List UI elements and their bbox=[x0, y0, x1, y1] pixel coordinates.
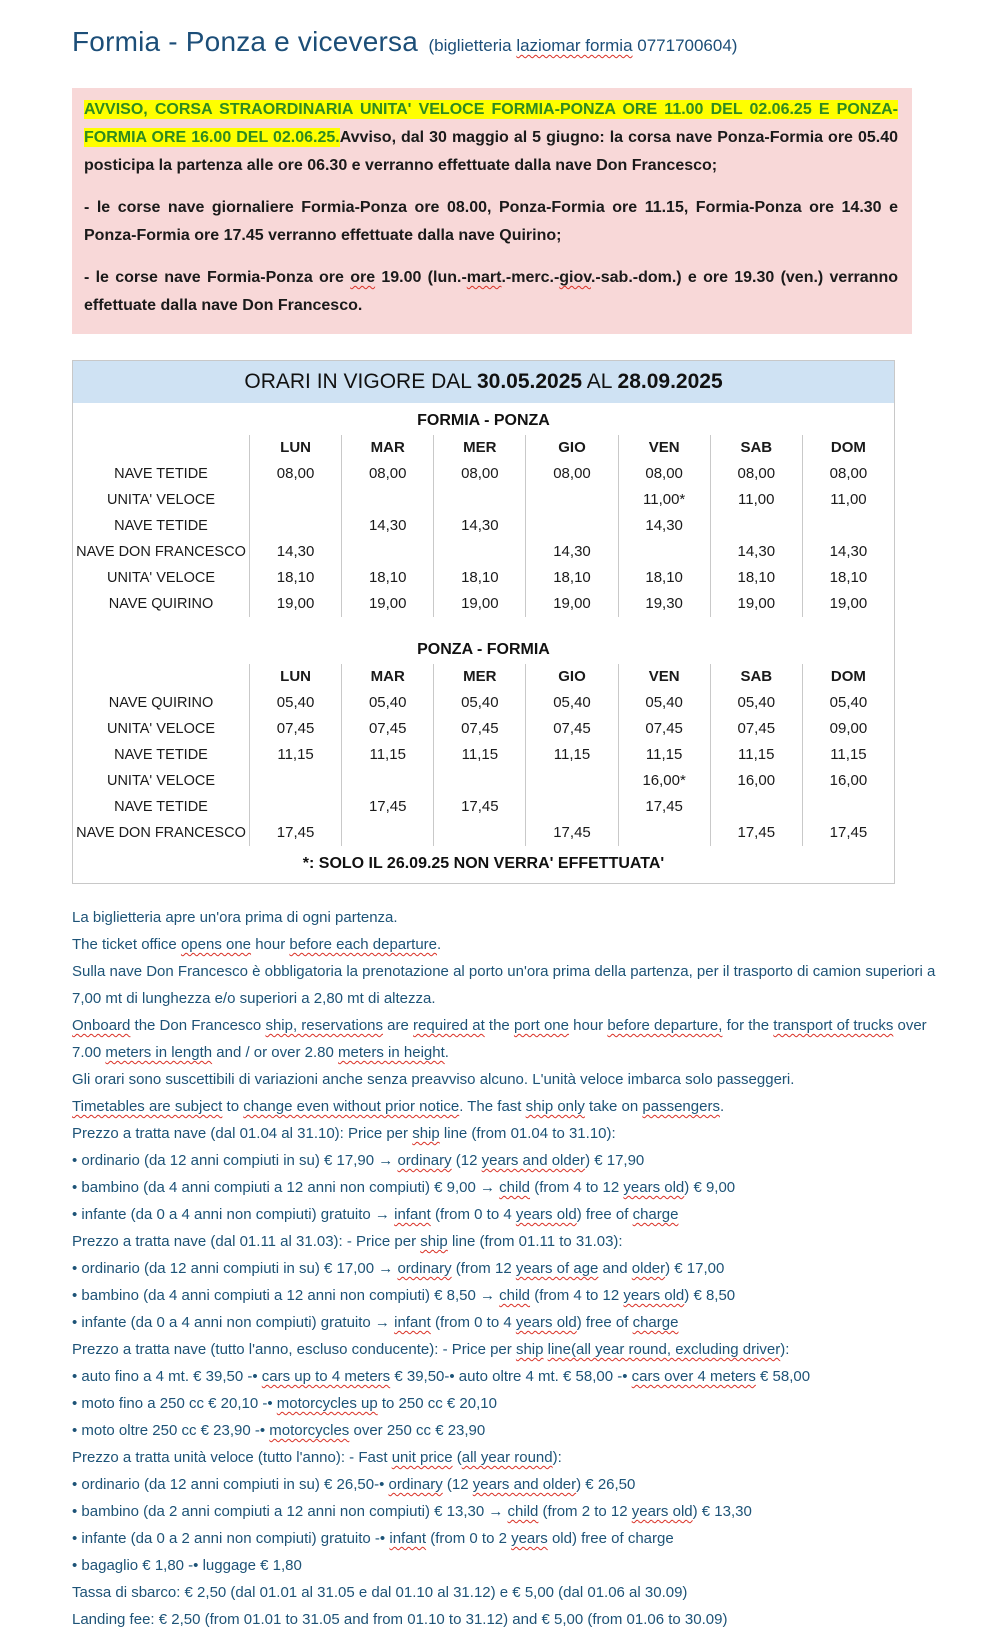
time-cell: 08,00 bbox=[341, 461, 433, 487]
misspelled-text: infant bbox=[389, 1530, 427, 1547]
ship-name-cell: UNITA' VELOCE bbox=[106, 492, 216, 508]
time-cell: 08,00 bbox=[618, 461, 710, 487]
time-cell bbox=[433, 768, 525, 794]
time-cell bbox=[249, 487, 341, 513]
text-segment: the Don Francesco bbox=[130, 1017, 266, 1034]
text-segment: . bbox=[437, 936, 442, 953]
text-segment: the bbox=[484, 1017, 514, 1034]
time-cell: 11,00 bbox=[710, 487, 802, 513]
note-line bbox=[72, 1120, 956, 1147]
note-line bbox=[72, 1282, 956, 1309]
time-cell: 14,30 bbox=[618, 513, 710, 539]
time-cell bbox=[433, 820, 525, 846]
text-segment: € 58,00 bbox=[755, 1368, 811, 1385]
text-segment: • auto fino a 4 mt. € 39,50 -• bbox=[72, 1368, 262, 1385]
text-segment: The ticket office bbox=[72, 936, 181, 953]
time-cell bbox=[802, 513, 894, 539]
text-segment: ): bbox=[552, 1449, 562, 1466]
misspelled-text: ordinary bbox=[397, 1152, 452, 1169]
time-cell: 11,15 bbox=[341, 742, 433, 768]
timetable-grid-formia-ponza bbox=[73, 435, 894, 617]
text-segment: Prezzo a tratta nave (tutto l'anno, escluso conducente): - Price per bbox=[72, 1341, 516, 1358]
text-segment: • moto oltre 250 cc € 23,90 -• bbox=[72, 1422, 270, 1439]
text-segment: (from 4 to 12 bbox=[530, 1287, 624, 1304]
misspelled-text: ship, reservations bbox=[265, 1017, 384, 1034]
ship-name-cell: NAVE DON FRANCESCO bbox=[76, 825, 246, 841]
note-line bbox=[72, 1579, 956, 1606]
time-cell bbox=[525, 513, 617, 539]
section-title-ponza-formia: PONZA - FORMIA bbox=[417, 641, 550, 658]
misspelled-text: ship only bbox=[525, 1098, 585, 1115]
day-header-cell: GIO bbox=[525, 435, 617, 461]
text-segment: . bbox=[719, 1098, 725, 1115]
day-header-cell: DOM bbox=[802, 664, 894, 690]
time-cell: 11,15 bbox=[710, 742, 802, 768]
text-segment: € 39,50-• auto oltre 4 mt. € 58,00 -• bbox=[390, 1368, 632, 1385]
note-line bbox=[72, 1363, 956, 1390]
text-segment: 19.00 (lun.- bbox=[375, 269, 467, 286]
notice-paragraph-1-rest: Avviso, dal 30 maggio al 5 giugno: la corsa nave Ponza-Formia ore 05.40 posticipa la partenza alle ore 06.30 e verranno effettuate dalla nave Don Francesco; bbox=[84, 129, 898, 174]
time-cell: 19,00 bbox=[710, 591, 802, 617]
misspelled-text: child bbox=[507, 1503, 539, 1520]
text-segment: • infante (da 0 a 4 anni non compiuti) gratuito → bbox=[72, 1206, 395, 1223]
time-cell: 18,10 bbox=[525, 565, 617, 591]
text-segment: ) € 26,50 bbox=[576, 1476, 636, 1493]
misspelled-text: before each departure bbox=[289, 936, 437, 953]
time-cell: 11,15 bbox=[525, 742, 617, 768]
text-segment: line (from 01.11 to 31.03): bbox=[447, 1233, 623, 1250]
text-segment: over 250 cc € 23,90 bbox=[349, 1422, 486, 1439]
misspelled-text: years old bbox=[515, 1206, 577, 1223]
time-cell bbox=[618, 820, 710, 846]
time-cell: 08,00 bbox=[525, 461, 617, 487]
misspelled-text: years old bbox=[623, 1179, 685, 1196]
time-cell: 07,45 bbox=[433, 716, 525, 742]
text-segment: - le corse nave Formia-Ponza ore bbox=[84, 269, 351, 286]
text-segment: • bambino (da 4 anni compiuti a 12 anni non compiuti) € 9,00 → bbox=[72, 1179, 500, 1196]
timetable-grid-ponza-formia bbox=[73, 664, 894, 846]
time-cell: 19,00 bbox=[525, 591, 617, 617]
misspelled-text: all year round bbox=[461, 1449, 553, 1466]
time-cell bbox=[710, 794, 802, 820]
misspelled-text: passengers bbox=[642, 1098, 720, 1115]
time-cell bbox=[249, 794, 341, 820]
text-segment: ) € 8,50 bbox=[684, 1287, 736, 1304]
misspelled-text: cars up to 4 meters bbox=[261, 1368, 391, 1385]
misspelled-text: ship bbox=[420, 1233, 448, 1250]
corner-cell bbox=[73, 664, 249, 690]
ship-name-cell: NAVE TETIDE bbox=[114, 747, 208, 763]
time-cell: 11,15 bbox=[433, 742, 525, 768]
note-line bbox=[72, 1309, 956, 1336]
note-line bbox=[72, 1174, 956, 1201]
day-header-cell: SAB bbox=[710, 664, 802, 690]
time-cell: 17,45 bbox=[341, 794, 433, 820]
text-segment: Landing fee: € 2,50 (from 01.01 to 31.05 and from 01.10 to 31.12) and € 5,00 (from 01.06 to 30.09) bbox=[72, 1611, 728, 1628]
text-segment: ) free of bbox=[576, 1314, 633, 1331]
text-segment: line (from 01.04 to 31.10): bbox=[439, 1125, 616, 1142]
text-segment: to 250 cc € 20,10 bbox=[377, 1395, 497, 1412]
period-date: 30.05.2025 bbox=[476, 370, 583, 393]
text-segment: take on bbox=[584, 1098, 643, 1115]
misspelled-text: Timetables are subject bbox=[72, 1098, 223, 1115]
misspelled-text: giov bbox=[559, 269, 591, 286]
time-cell bbox=[249, 513, 341, 539]
misspelled-text: meters in height bbox=[338, 1044, 445, 1061]
ship-name-cell: NAVE QUIRINO bbox=[108, 596, 214, 612]
time-cell: 16,00* bbox=[618, 768, 710, 794]
time-cell: 17,45 bbox=[249, 820, 341, 846]
text-segment: • ordinario (da 12 anni compiuti in su) € 17,90 → bbox=[72, 1152, 398, 1169]
text-segment: • bambino (da 4 anni compiuti a 12 anni non compiuti) € 8,50 → bbox=[72, 1287, 500, 1304]
misspelled-text: cars over 4 meters bbox=[631, 1368, 756, 1385]
time-cell bbox=[341, 820, 433, 846]
time-cell: 14,30 bbox=[525, 539, 617, 565]
misspelled-text: years and older bbox=[472, 1476, 577, 1493]
text-segment: La biglietteria apre un'ora prima di ogni partenza. bbox=[72, 909, 398, 926]
note-line bbox=[72, 1606, 956, 1633]
note-line bbox=[72, 1147, 956, 1174]
notice-banner bbox=[72, 88, 912, 334]
time-cell bbox=[525, 794, 617, 820]
misspelled-text: mart bbox=[466, 269, 502, 286]
time-cell bbox=[802, 794, 894, 820]
time-cell bbox=[525, 487, 617, 513]
ship-name-cell: UNITA' VELOCE bbox=[106, 721, 216, 737]
text-segment: (from 0 to 4 bbox=[430, 1314, 516, 1331]
note-line bbox=[72, 1471, 956, 1498]
day-header-cell: MAR bbox=[341, 435, 433, 461]
time-cell: 18,10 bbox=[710, 565, 802, 591]
misspelled-text: motorcycles bbox=[269, 1422, 350, 1439]
text-segment: 0771700604) bbox=[632, 36, 738, 55]
time-cell: 19,00 bbox=[249, 591, 341, 617]
timetable bbox=[72, 360, 895, 884]
note-line bbox=[72, 1390, 956, 1417]
ship-name-cell: UNITA' VELOCE bbox=[106, 773, 216, 789]
time-cell: 11,00 bbox=[802, 487, 894, 513]
note-line bbox=[72, 1093, 956, 1120]
time-cell: 07,45 bbox=[525, 716, 617, 742]
text-segment: (biglietteria bbox=[428, 36, 517, 55]
text-segment: . bbox=[444, 1044, 449, 1061]
page-header bbox=[72, 26, 998, 58]
section-title-formia-ponza: FORMIA - PONZA bbox=[417, 412, 550, 429]
misspelled-text: laziomar formia bbox=[516, 36, 633, 55]
time-cell: 07,45 bbox=[249, 716, 341, 742]
misspelled-text: opens one bbox=[180, 936, 252, 953]
text-segment: • ordinario (da 12 anni compiuti in su) € 26,50-• bbox=[72, 1476, 389, 1493]
note-line bbox=[72, 1525, 956, 1552]
text-segment: Gli orari sono suscettibili di variazioni anche senza preavviso alcuno. L'unità veloce imbarca solo passeggeri. bbox=[72, 1071, 795, 1088]
misspelled-text: transport of trucks bbox=[773, 1017, 894, 1034]
text-segment: old) free of charge bbox=[547, 1530, 674, 1547]
notice-highlight: AVVISO, CORSA STRAORDINARIA UNITA' VELOCE FORMIA-PONZA ORE 11.00 DEL 02.06.25 E PONZA-FORMIA ORE 16.00 DEL 02.06.25. bbox=[84, 101, 898, 146]
time-cell bbox=[618, 539, 710, 565]
note-line bbox=[72, 1255, 956, 1282]
misspelled-text: years old bbox=[515, 1314, 577, 1331]
misspelled-text: infant bbox=[394, 1206, 431, 1223]
misspelled-text: before departure, bbox=[607, 1017, 723, 1034]
time-cell: 14,30 bbox=[802, 539, 894, 565]
text-segment: • infante (da 0 a 2 anni non compiuti) gratuito -• bbox=[72, 1530, 390, 1547]
time-cell bbox=[341, 539, 433, 565]
text-segment: • moto fino a 250 cc € 20,10 -• bbox=[72, 1395, 277, 1412]
time-cell bbox=[525, 768, 617, 794]
day-header-cell: MAR bbox=[341, 664, 433, 690]
day-header-cell: DOM bbox=[802, 435, 894, 461]
text-segment: for the bbox=[722, 1017, 774, 1034]
text-segment: • infante (da 0 a 4 anni non compiuti) gratuito → bbox=[72, 1314, 395, 1331]
day-header-cell: LUN bbox=[249, 664, 341, 690]
misspelled-text: infant bbox=[394, 1314, 431, 1331]
time-cell: 14,30 bbox=[249, 539, 341, 565]
text-segment: • bagaglio € 1,80 -• luggage € 1,80 bbox=[72, 1557, 302, 1574]
time-cell: 11,00* bbox=[618, 487, 710, 513]
time-cell bbox=[710, 513, 802, 539]
misspelled-text: meters in length bbox=[105, 1044, 213, 1061]
time-cell: 17,45 bbox=[618, 794, 710, 820]
text-segment: • ordinario (da 12 anni compiuti in su) € 17,00 → bbox=[72, 1260, 398, 1277]
note-line bbox=[72, 1444, 956, 1471]
ship-name-cell: NAVE TETIDE bbox=[114, 799, 208, 815]
time-cell: 05,40 bbox=[618, 690, 710, 716]
misspelled-text: years and older bbox=[481, 1152, 586, 1169]
note-line bbox=[72, 958, 956, 1012]
misspelled-text: child bbox=[499, 1179, 531, 1196]
time-cell: 16,00 bbox=[710, 768, 802, 794]
time-cell: 05,40 bbox=[710, 690, 802, 716]
notice-paragraph-3 bbox=[84, 264, 898, 320]
misspelled-text: ordinary bbox=[388, 1476, 443, 1493]
time-cell: 09,00 bbox=[802, 716, 894, 742]
period-text: ORARI IN VIGORE DAL bbox=[244, 370, 477, 393]
text-segment: (from 2 to 12 bbox=[538, 1503, 632, 1520]
time-cell: 07,45 bbox=[710, 716, 802, 742]
notice-paragraph-2: - le corse nave giornaliere Formia-Ponza ore 08.00, Ponza-Formia ore 11.15, Formia-Ponza ore 14.30 e Ponza-Formia ore 17.45 verranno effettuate dalla nave Quirino; bbox=[84, 199, 898, 244]
time-cell: 18,10 bbox=[802, 565, 894, 591]
note-line bbox=[72, 1228, 956, 1255]
time-cell: 18,10 bbox=[433, 565, 525, 591]
time-cell: 17,45 bbox=[710, 820, 802, 846]
note-line bbox=[72, 1012, 956, 1066]
time-cell: 11,15 bbox=[249, 742, 341, 768]
text-segment: (from 12 bbox=[451, 1260, 516, 1277]
note-line bbox=[72, 904, 956, 931]
misspelled-text: years old bbox=[623, 1287, 685, 1304]
misspelled-text: ore bbox=[350, 269, 376, 286]
time-cell: 19,00 bbox=[802, 591, 894, 617]
misspelled-text: child bbox=[499, 1287, 531, 1304]
period-text: AL bbox=[582, 370, 618, 393]
note-line bbox=[72, 1417, 956, 1444]
time-cell: 17,45 bbox=[525, 820, 617, 846]
text-segment: hour bbox=[568, 1017, 608, 1034]
text-segment: (12 bbox=[451, 1152, 482, 1169]
text-segment: ) € 13,30 bbox=[692, 1503, 752, 1520]
misspelled-text: ship bbox=[412, 1125, 440, 1142]
day-header-cell: LUN bbox=[249, 435, 341, 461]
misspelled-text: line(all year round, excluding driver bbox=[547, 1341, 781, 1358]
misspelled-text: years old bbox=[631, 1503, 693, 1520]
day-header-cell: MER bbox=[433, 664, 525, 690]
time-cell bbox=[249, 768, 341, 794]
note-line bbox=[72, 1552, 956, 1579]
day-header-cell: VEN bbox=[618, 664, 710, 690]
note-line bbox=[72, 1201, 956, 1228]
text-segment: (from 0 to 2 bbox=[426, 1530, 512, 1547]
misspelled-text: motorcycles up bbox=[276, 1395, 378, 1412]
text-segment: hour bbox=[251, 936, 290, 953]
note-line bbox=[72, 1066, 956, 1093]
time-cell: 08,00 bbox=[433, 461, 525, 487]
time-cell bbox=[341, 768, 433, 794]
note-line bbox=[72, 1336, 956, 1363]
text-segment: Tassa di sbarco: € 2,50 (dal 01.01 al 31.05 e dal 01.10 al 31.12) e € 5,00 (dal 01.06 al 30.09) bbox=[72, 1584, 688, 1601]
misspelled-text: ship bbox=[515, 1341, 544, 1358]
text-segment: and / or over 2.80 bbox=[212, 1044, 339, 1061]
text-segment: • bambino (da 2 anni compiuti a 12 anni non compiuti) € 13,30 → bbox=[72, 1503, 508, 1520]
time-cell: 11,15 bbox=[618, 742, 710, 768]
day-header-cell: GIO bbox=[525, 664, 617, 690]
time-cell: 07,45 bbox=[618, 716, 710, 742]
text-segment: (12 bbox=[442, 1476, 473, 1493]
period-date: 28.09.2025 bbox=[617, 370, 723, 393]
notes-section bbox=[72, 904, 956, 1633]
ship-name-cell: NAVE TETIDE bbox=[114, 518, 208, 534]
timetable-period-header bbox=[73, 361, 894, 403]
text-segment: and bbox=[598, 1260, 632, 1277]
time-cell: 19,00 bbox=[433, 591, 525, 617]
day-header-cell: SAB bbox=[710, 435, 802, 461]
time-cell: 07,45 bbox=[341, 716, 433, 742]
text-segment: .-sab.-dom.) e ore 19.30 (ven.) verranno effettuate dalla nave Don Francesco. bbox=[84, 269, 898, 314]
timetable-footnote: *: SOLO IL 26.09.25 NON VERRA' EFFETTUATA' bbox=[302, 855, 665, 872]
time-cell: 14,30 bbox=[710, 539, 802, 565]
note-line bbox=[72, 931, 956, 958]
text-segment: Prezzo a tratta nave (dal 01.11 al 31.03): - Price per bbox=[72, 1233, 421, 1250]
time-cell: 18,10 bbox=[249, 565, 341, 591]
misspelled-text: older bbox=[631, 1260, 666, 1277]
time-cell: 08,00 bbox=[710, 461, 802, 487]
time-cell: 08,00 bbox=[802, 461, 894, 487]
time-cell bbox=[341, 487, 433, 513]
misspelled-text: ordinary bbox=[397, 1260, 452, 1277]
day-header-cell: MER bbox=[433, 435, 525, 461]
time-cell: 17,45 bbox=[802, 820, 894, 846]
text-segment: to bbox=[222, 1098, 244, 1115]
text-segment: are bbox=[383, 1017, 414, 1034]
time-cell: 08,00 bbox=[249, 461, 341, 487]
misspelled-text: Onboard bbox=[72, 1017, 131, 1034]
misspelled-text: port one bbox=[513, 1017, 569, 1034]
time-cell: 19,00 bbox=[341, 591, 433, 617]
text-segment: ) free of bbox=[576, 1206, 633, 1223]
corner-cell bbox=[73, 435, 249, 461]
time-cell: 18,10 bbox=[618, 565, 710, 591]
page-title: Formia - Ponza e viceversa bbox=[72, 26, 418, 57]
text-segment: Sulla nave Don Francesco è obbligatoria la prenotazione al porto un'ora prima della partenza, per il trasporto di camion superiori a 7,00 mt di lunghezza e/o superiori a 2,80 mt di altezza. bbox=[72, 963, 936, 1007]
time-cell bbox=[433, 539, 525, 565]
time-cell: 14,30 bbox=[433, 513, 525, 539]
text-segment: ( bbox=[452, 1449, 462, 1466]
day-header-cell: VEN bbox=[618, 435, 710, 461]
time-cell: 11,15 bbox=[802, 742, 894, 768]
time-cell: 17,45 bbox=[433, 794, 525, 820]
misspelled-text: years bbox=[511, 1530, 548, 1547]
ship-name-cell: UNITA' VELOCE bbox=[106, 570, 216, 586]
text-segment: .-merc.- bbox=[501, 269, 560, 286]
time-cell bbox=[433, 487, 525, 513]
text-segment: Prezzo a tratta nave (dal 01.04 al 31.10): Price per bbox=[72, 1125, 413, 1142]
page-subtitle bbox=[428, 36, 737, 55]
text-segment: ) € 17,90 bbox=[585, 1152, 645, 1169]
ship-name-cell: NAVE TETIDE bbox=[114, 466, 208, 482]
text-segment: ) € 9,00 bbox=[684, 1179, 736, 1196]
misspelled-text: unit price bbox=[391, 1449, 453, 1466]
time-cell: 16,00 bbox=[802, 768, 894, 794]
time-cell: 14,30 bbox=[341, 513, 433, 539]
text-segment: ): bbox=[780, 1341, 790, 1358]
time-cell: 05,40 bbox=[525, 690, 617, 716]
text-segment: (from 0 to 4 bbox=[430, 1206, 516, 1223]
time-cell: 05,40 bbox=[802, 690, 894, 716]
text-segment: Prezzo a tratta unità veloce (tutto l'anno): - Fast bbox=[72, 1449, 392, 1466]
notice-paragraph-1 bbox=[84, 96, 898, 180]
misspelled-text: years of age bbox=[515, 1260, 599, 1277]
text-segment: . The fast bbox=[459, 1098, 526, 1115]
misspelled-text: required at bbox=[413, 1017, 485, 1034]
text-segment: ) € 17,00 bbox=[665, 1260, 725, 1277]
misspelled-text: charge bbox=[632, 1314, 679, 1331]
text-segment: (from 4 to 12 bbox=[530, 1179, 624, 1196]
time-cell: 05,40 bbox=[341, 690, 433, 716]
time-cell: 18,10 bbox=[341, 565, 433, 591]
time-cell: 19,30 bbox=[618, 591, 710, 617]
text-segment: over 7.00 bbox=[72, 1017, 927, 1061]
ship-name-cell: NAVE DON FRANCESCO bbox=[76, 544, 246, 560]
ship-name-cell: NAVE QUIRINO bbox=[108, 695, 214, 711]
misspelled-text: change even without prior notice bbox=[243, 1098, 460, 1115]
note-line bbox=[72, 1498, 956, 1525]
time-cell: 05,40 bbox=[249, 690, 341, 716]
time-cell: 05,40 bbox=[433, 690, 525, 716]
misspelled-text: charge bbox=[632, 1206, 679, 1223]
